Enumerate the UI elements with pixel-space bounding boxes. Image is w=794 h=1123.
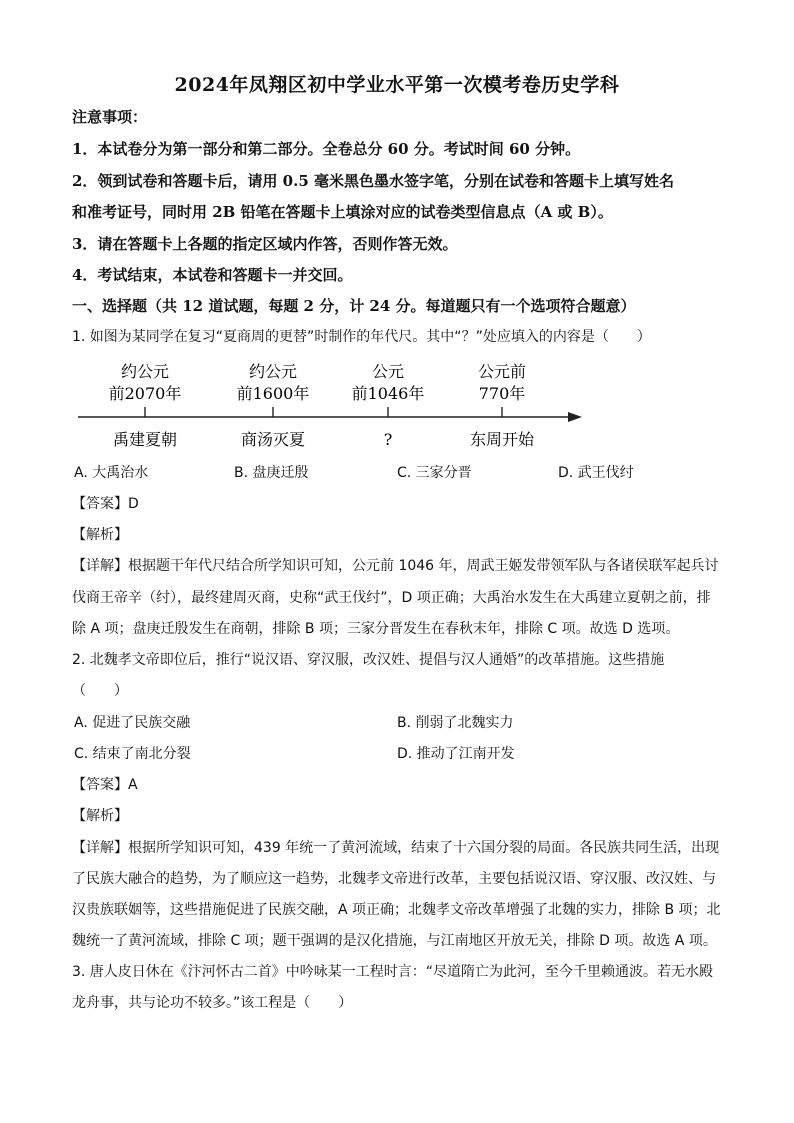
question-2-answer: 【答案】A [72, 777, 138, 793]
question-1-answer: 【答案】D [72, 496, 139, 512]
timeline-label-event: 东周开始 [469, 430, 535, 449]
question-2-option-a: A. 促进了民族交融 [74, 715, 191, 731]
timeline-arrow [568, 412, 582, 422]
question-2-analysis: 【解析】 [72, 808, 128, 824]
question-1-detail-line: 伐商王帝辛（纣），最终建周灭商，史称“武王伐纣”，D 项正确；大禹治水发生在大禹建立夏朝之前，排 [72, 590, 711, 606]
question-2-option-c: C. 结束了南北分裂 [74, 746, 191, 762]
question-2-stem-blank: （ ） [72, 683, 128, 699]
question-1-option-c: C. 三家分晋 [397, 465, 472, 481]
notice-item: 3．请在答题卡上各题的指定区域内作答，否则作答无效。 [72, 235, 458, 253]
notice-heading: 注意事项： [72, 108, 148, 126]
question-2-detail-line: 汉贵族联姻等，这些措施促进了民族交融，A 项正确；北魏孝文帝改革增强了北魏的实力，排除 B 项；北 [72, 902, 721, 918]
notice-item: 2．领到试卷和答题卡后，请用 0.5 毫米黑色墨水签字笔，分别在试卷和答题卡上填写姓名 [72, 172, 674, 190]
question-1-option-b: B. 盘庚迁殷 [234, 465, 309, 481]
question-1-option-d: D. 武王伐纣 [558, 465, 634, 481]
notice-item: 1．本试卷分为第一部分和第二部分。全卷总分 60 分。考试时间 60 分钟。 [72, 140, 581, 158]
timeline-label-top: 约公元 [120, 362, 170, 381]
question-1-analysis: 【解析】 [72, 527, 128, 543]
question-2-stem: 2. 北魏孝文帝即位后，推行“说汉语、穿汉服，改汉姓、提倡与汉人通婚”的改革措施。这些措施 [72, 652, 665, 668]
question-2-detail-line: 了民族大融合的趋势，为了顺应这一趋势，北魏孝文帝进行改革，主要包括说汉语、穿汉服、改汉姓、与 [72, 871, 716, 887]
question-3-stem: 3. 唐人皮日休在《汴河怀古二首》中吟咏某一工程时言：“尽道隋亡为此河，至今千里赖通波。若无水殿 [72, 964, 714, 980]
timeline-label-year: 前2070年 [108, 384, 182, 403]
timeline-figure [70, 356, 590, 456]
timeline-label-year: 前1046年 [351, 384, 425, 403]
timeline-label-top: 约公元 [248, 362, 298, 381]
question-1-option-a: A. 大禹治水 [74, 465, 149, 481]
question-2-detail-line: 【详解】根据所学知识可知，439 年统一了黄河流域，结束了十六国分裂的局面。各民族共同生活，出现 [72, 840, 720, 856]
timeline-label-year: 前1600年 [236, 384, 310, 403]
timeline-label-event: 禹建夏朝 [112, 430, 178, 449]
question-1-detail-line: 【详解】根据题干年代尺结合所学知识可知，公元前 1046 年，周武王姬发带领军队与各诸侯联军起兵讨 [72, 558, 719, 574]
timeline-label-event: ? [383, 430, 393, 449]
notice-item: 和准考证号，同时用 2B 铅笔在答题卡上填涂对应的试卷类型信息点（A 或 B）。 [72, 203, 613, 221]
timeline-label-top: 公元 [371, 362, 405, 381]
timeline-label-year: 770年 [478, 384, 526, 403]
question-2-option-d: D. 推动了江南开发 [397, 746, 515, 762]
question-1-stem: 1. 如图为某同学在复习“夏商周的更替”时制作的年代尺。其中“？”处应填入的内容是（ ） [72, 329, 651, 345]
page-title: 2024年凤翔区初中学业水平第一次模考卷历史学科 [174, 74, 620, 96]
timeline-label-top: 公元前 [477, 362, 527, 381]
timeline-label-event: 商汤灭夏 [240, 430, 306, 449]
question-2-detail-line: 魏统一了黄河流域，排除 C 项；题干强调的是汉化措施，与江南地区开放无关，排除 D 项。故选 A 项。 [72, 933, 717, 949]
question-3-stem: 龙舟事，共与论功不较多。”该工程是（ ） [72, 995, 353, 1011]
notice-item: 4．考试结束，本试卷和答题卡一并交回。 [72, 266, 353, 284]
question-1-detail-line: 除 A 项；盘庚迁殷发生在商朝，排除 B 项；三家分晋发生在春秋末年，排除 C 项。故选 D 选项。 [72, 621, 680, 637]
question-2-option-b: B. 削弱了北魏实力 [397, 715, 514, 731]
section-heading: 一、选择题（共 12 道试题，每题 2 分，计 24 分。每道题只有一个选项符合题意） [72, 297, 636, 315]
